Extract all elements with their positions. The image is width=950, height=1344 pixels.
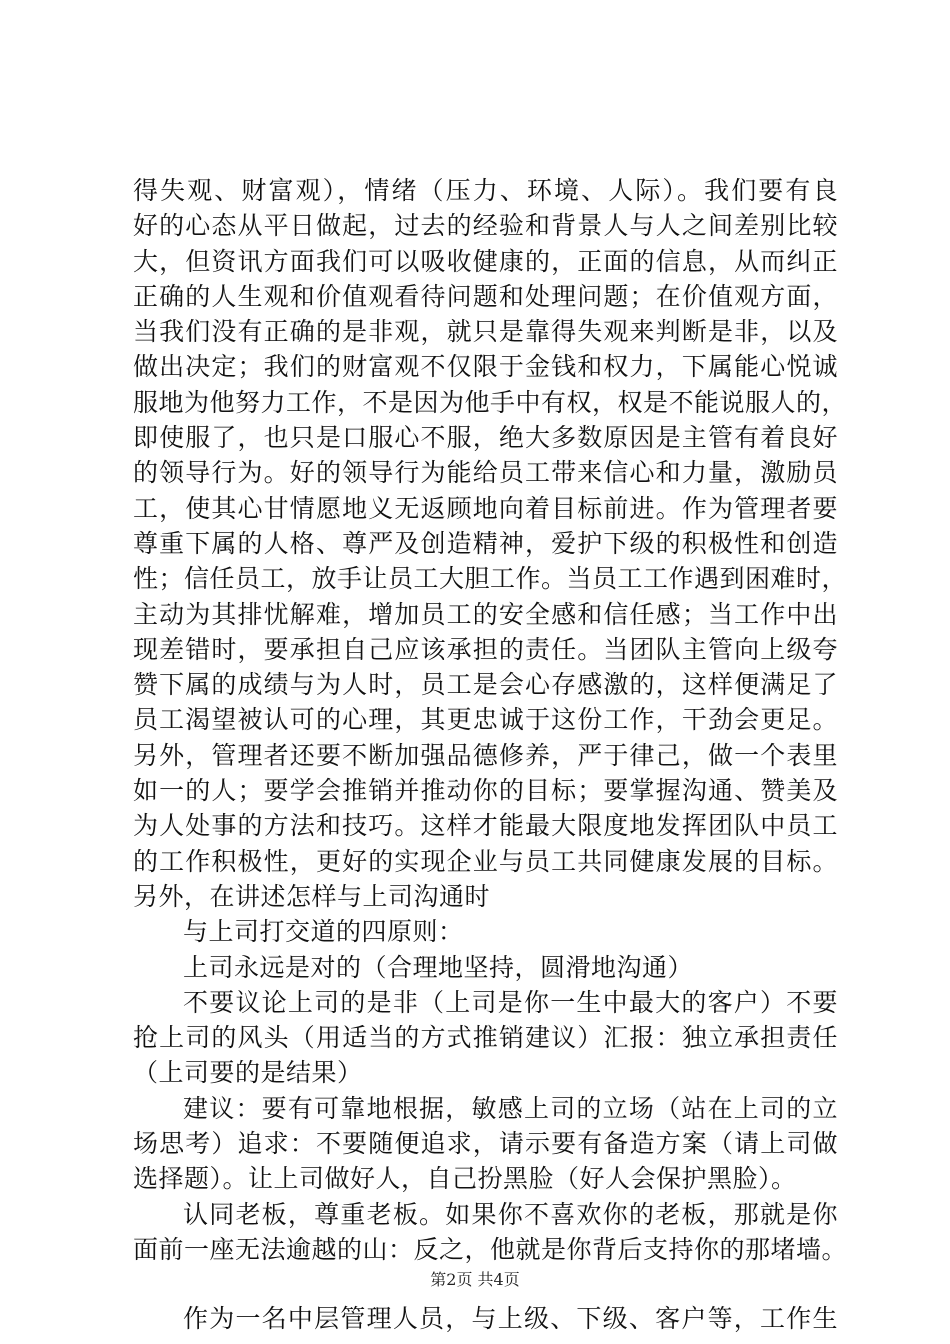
text-line: 即使服了，也只是口服心不服，绝大多数原因是主管有着良好	[133, 423, 838, 453]
text-line: 服地为他努力工作，不是因为他手中有权，权是不能说服人的，	[133, 387, 848, 417]
text-line: 赞下属的成绩与为人时，员工是会心存感激的，这样便满足了	[133, 670, 838, 700]
text-line: 另外，管理者还要不断加强品德修养，严于律己，做一个表里	[133, 740, 838, 770]
principle-item: 认同老板，尊重老板。如果你不喜欢你的老板，那就是你	[183, 1199, 838, 1229]
text-line: （上司要的是结果）	[133, 1058, 363, 1088]
text-line: 为人处事的方法和技巧。这样才能最大限度地发挥团队中员工	[133, 811, 838, 841]
text-line: 的领导行为。好的领导行为能给员工带来信心和力量，激励员	[133, 458, 838, 488]
text-line: 如一的人；要学会推销并推动你的目标；要掌握沟通、赞美及	[133, 776, 838, 806]
text-line: 选择题）。让上司做好人，自己扮黑脸（好人会保护黑脸）。	[133, 1164, 797, 1194]
principle-item: 不要议论上司的是非（上司是你一生中最大的客户）不要	[183, 987, 838, 1017]
text-line: 尊重下属的人格、尊严及创造精神，爱护下级的积极性和创造	[133, 528, 838, 558]
text-line: 当我们没有正确的是非观，就只是靠得失观来判断是非，以及	[133, 317, 838, 347]
text-line: 得失观、财富观），情绪（压力、环境、人际）。我们要有良	[133, 176, 838, 205]
text-line: 面前一座无法逾越的山：反之，他就是你背后支持你的那堵墙。	[133, 1234, 848, 1264]
section-heading: 与上司打交道的四原则：	[183, 917, 464, 947]
document-body	[133, 173, 848, 1337]
text-line: 员工渴望被认可的心理，其更忠诚于这份工作，干劲会更足。	[133, 705, 838, 735]
page-number: 第2页 共4页	[430, 1270, 520, 1289]
principle-item: 建议：要有可靠地根据，敏感上司的立场（站在上司的立	[183, 1093, 838, 1123]
text-line: 现差错时，要承担自己应该承担的责任。当团队主管向上级夸	[133, 634, 838, 664]
text-line: 场思考）追求：不要随便追求，请示要有备造方案（请上司做	[133, 1129, 838, 1159]
text-line: 主动为其排忧解难，增加员工的安全感和信任感；当工作中出	[133, 599, 838, 629]
text-line: 工，使其心甘情愿地义无返顾地向着目标前进。作为管理者要	[133, 493, 838, 523]
text-line: 另外，在讲述怎样与上司沟通时	[133, 881, 491, 911]
paragraph-start: 作为一名中层管理人员，与上级、下级、客户等，工作生	[183, 1304, 838, 1334]
text-line: 的工作积极性，更好的实现企业与员工共同健康发展的目标。	[133, 846, 838, 876]
text-line: 性；信任员工，放手让员工大胆工作。当员工工作遇到困难时，	[133, 564, 848, 594]
text-line: 大，但资讯方面我们可以吸收健康的，正面的信息，从而纠正	[133, 246, 838, 276]
principle-item: 上司永远是对的（合理地坚持，圆滑地沟通）	[183, 952, 694, 982]
text-line: 正确的人生观和价值观看待问题和处理问题；在价值观方面，	[133, 281, 838, 311]
text-line: 做出决定；我们的财富观不仅限于金钱和权力，下属能心悦诚	[133, 352, 838, 382]
text-line: 好的心态从平日做起，过去的经验和背景人与人之间差别比较	[133, 211, 838, 241]
text-line: 抢上司的风头（用适当的方式推销建议）汇报：独立承担责任	[133, 1023, 838, 1053]
